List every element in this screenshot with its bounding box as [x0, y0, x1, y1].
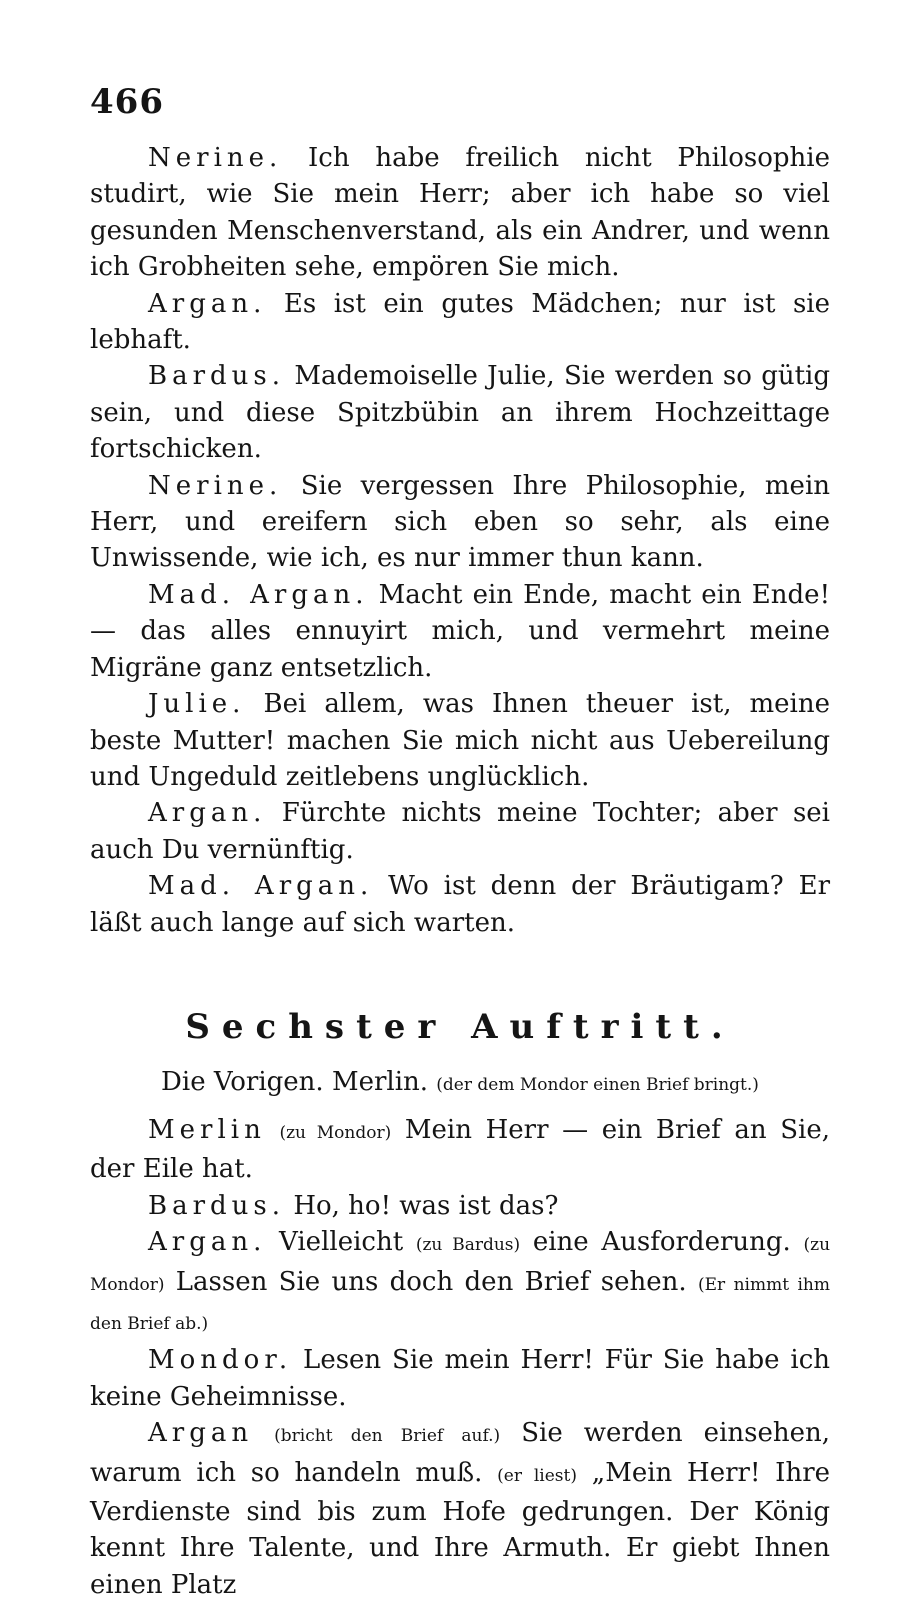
speech-text: „Mein Herr! Ihre Verdienste sind bis zum Hofe gedrungen. Der König kennt Ihre Talente, und Ihre Armuth. Er giebt Ihnen einen Platz: [90, 1457, 831, 1600]
speaker-name: Julie.: [148, 689, 246, 720]
speech-text: Sie vergessen Ihre Philosophie, mein Herr, und ereifern sich eben so sehr, als eine Unwissende, wie ich, es nur immer thun kann.: [90, 470, 831, 574]
stage-direction: (bricht den Brief auf.): [274, 1426, 501, 1447]
speaker-name: Bardus.: [148, 361, 286, 392]
speech-argan: [90, 1224, 830, 1342]
speech-text: Lassen Sie uns doch den Brief sehen.: [175, 1266, 687, 1297]
speech-text: eine Ausforderung.: [532, 1227, 791, 1258]
speech-paragraph: [90, 795, 830, 868]
speech-text: Es ist ein gutes Mädchen; nur ist sie lebhaft.: [90, 288, 830, 356]
speaker-name: Nerine.: [148, 470, 283, 501]
speech-text: Vielleicht: [279, 1227, 404, 1258]
speech-argan-letter: [90, 1415, 830, 1603]
speech-text: Wo ist denn der Bräutigam? Er läßt auch lange auf sich warten.: [90, 871, 830, 938]
page-number: 466: [90, 82, 164, 122]
speech-merlin: [90, 1112, 830, 1188]
speech-text: Bei allem, was Ihnen theuer ist, meine beste Mutter! machen Sie mich nicht aus Uebereilung und Ungeduld zeitlebens unglücklich.: [90, 689, 830, 792]
stage-direction: (Er nimmt ihm den Brief ab.): [90, 1274, 830, 1334]
speech-text: Lesen Sie mein Herr! Für Sie habe ich keine Geheimnisse.: [90, 1345, 830, 1412]
page-text: [90, 140, 830, 1603]
speech-text: Sie werden einsehen, warum ich so handeln muß.: [90, 1418, 830, 1488]
speaker-name: Nerine.: [148, 143, 283, 173]
speaker-name: Mondor.: [148, 1345, 293, 1376]
speech-mondor: [90, 1342, 830, 1415]
stage-direction: (er liest): [497, 1465, 577, 1486]
speech-bardus: [90, 1188, 830, 1224]
speaker-name: Argan.: [148, 798, 267, 829]
stage-direction: (zu Mondor): [279, 1122, 392, 1143]
speaker-name: Argan: [148, 1418, 254, 1449]
cast-stage-direction: (der dem Mondor einen Brief bringt.): [436, 1074, 759, 1095]
speech-paragraph: [90, 686, 830, 795]
dialogue-block: [90, 140, 830, 941]
speaker-name: Argan.: [148, 288, 267, 319]
speaker-name: Argan.: [148, 1227, 267, 1258]
speech-paragraph: [90, 468, 830, 577]
speaker-name: Mad. Argan.: [148, 871, 374, 902]
speech-text: Ho, ho! was ist das?: [293, 1190, 559, 1221]
stage-direction: (zu Bardus): [415, 1235, 521, 1256]
speech-paragraph: [90, 577, 830, 686]
speaker-name: Merlin: [148, 1114, 266, 1145]
speech-paragraph: [90, 868, 830, 941]
speech-text: Ich habe freilich nicht Philosophie studirt, wie Sie mein Herr; aber ich habe so viel gesunden Menschenverstand, als ein Andrer, und wenn ich Grobheiten sehe, empören Sie mich.: [90, 143, 830, 283]
speech-paragraph: [90, 286, 830, 359]
speech-text: Fürchte nichts meine Tochter; aber sei auch Du vernünftig.: [90, 798, 830, 865]
speech-text: Macht ein Ende, macht ein Ende! — das alles ennuyirt mich, und vermehrt meine Migräne ganz entsetzlich.: [90, 579, 831, 683]
cast-names: Die Vorigen. Merlin.: [161, 1066, 429, 1097]
speaker-name: Bardus.: [148, 1190, 286, 1221]
scene-heading: Sechster Auftritt.: [185, 1006, 735, 1047]
speech-paragraph: [90, 140, 830, 286]
stage-direction: (zu Mondor): [90, 1235, 831, 1295]
speech-text: Mein Herr — ein Brief an Sie, der Eile hat.: [90, 1114, 830, 1185]
cast-line: [90, 1065, 830, 1102]
speech-paragraph: [90, 358, 830, 467]
speaker-name: Mad. Argan.: [148, 579, 369, 610]
speech-text: Mademoiselle Julie, Sie werden so gütig sein, und diese Spitzbübin an ihrem Hochzeittage fortschicken.: [90, 361, 831, 465]
